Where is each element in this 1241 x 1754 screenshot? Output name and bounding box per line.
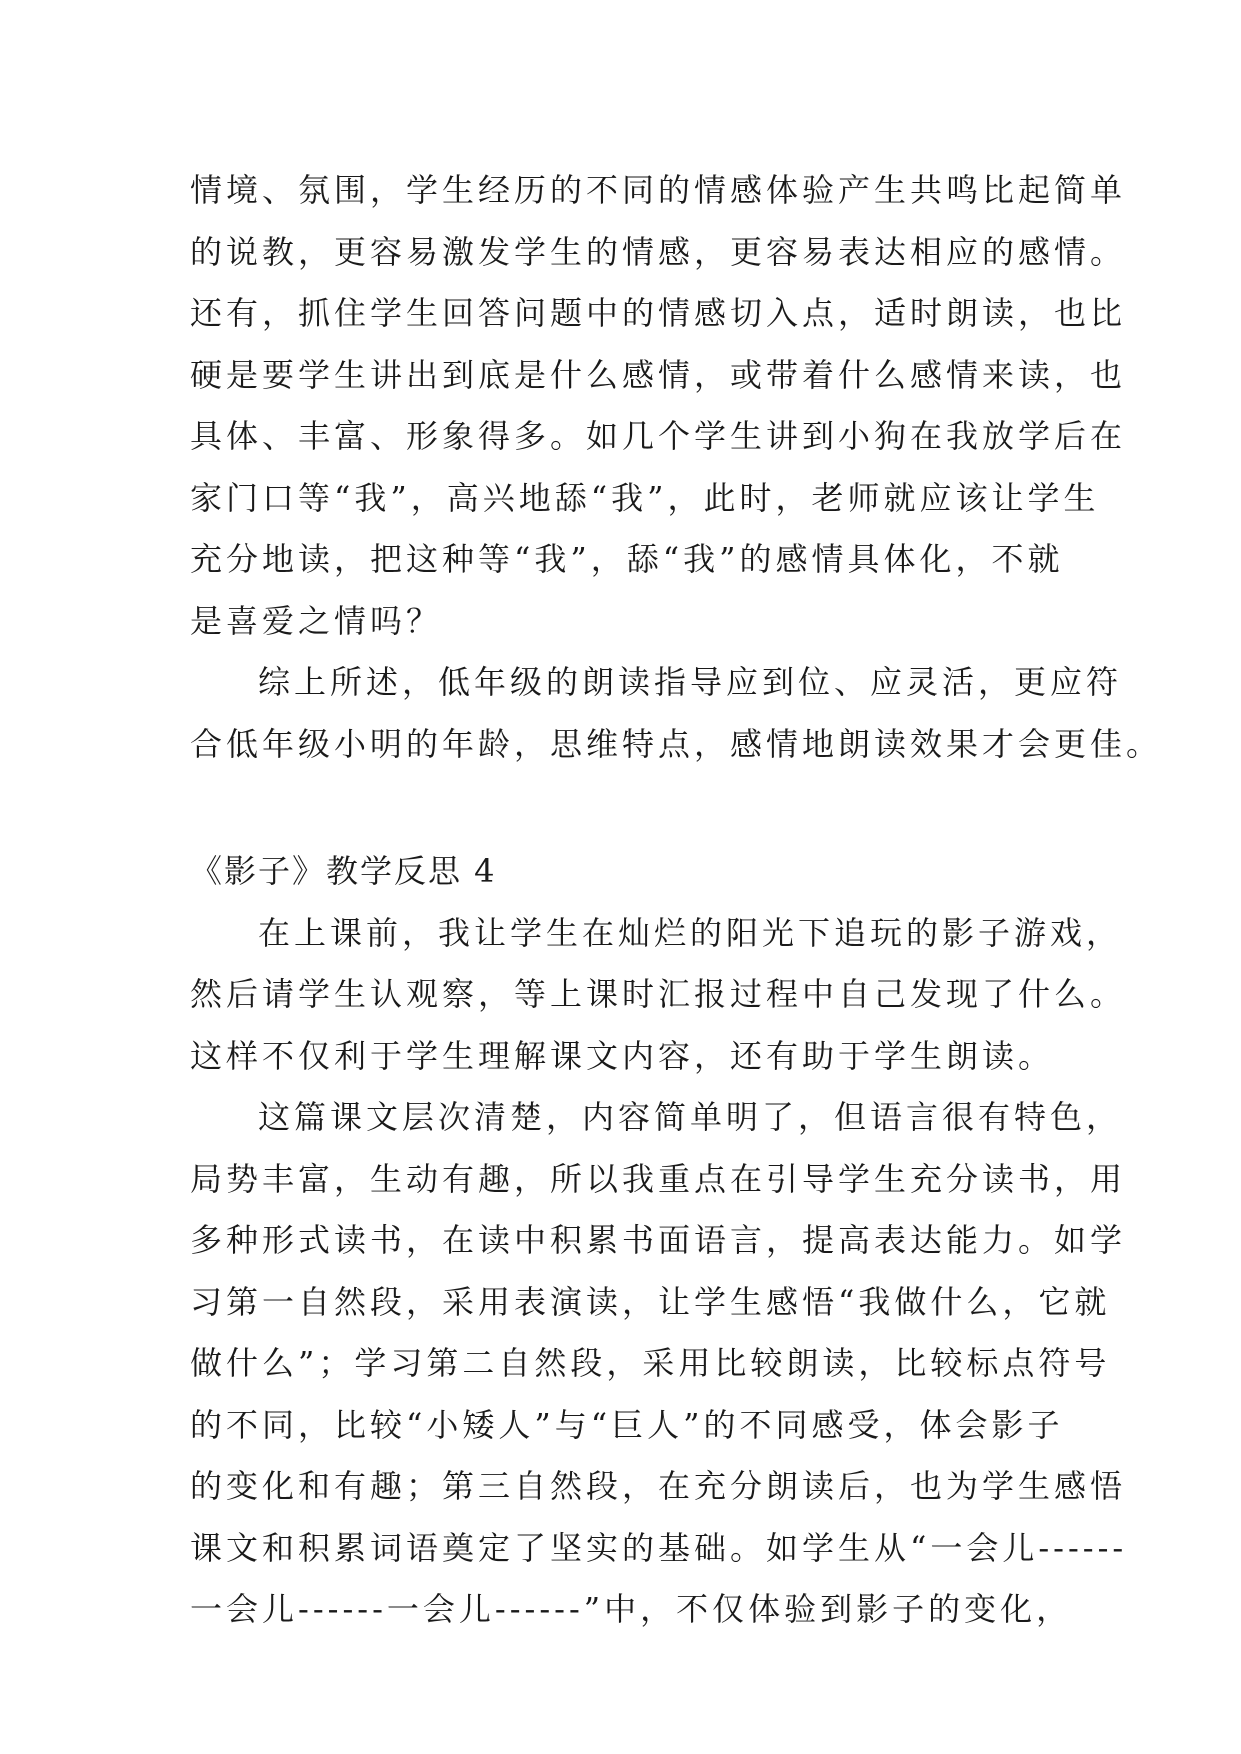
text-line: 做什么”；学习第二自然段，采用比较朗读，比较标点符号 [190,1344,1111,1382]
document-body [190,160,1163,1641]
text-line: 这样不仅利于学生理解课文内容，还有助于学生朗读。 [190,1036,1055,1075]
text-line: 多种形式读书，在读中积累书面语言，提高表达能力。如学 [190,1221,1127,1259]
text-line: 具体、丰富、形象得多。如几个学生讲到小狗在我放学后在 [190,417,1127,455]
text-line: 的变化和有趣；第三自然段，在充分朗读后，也为学生感悟 [190,1467,1127,1505]
paragraph-summary [190,652,1163,775]
text-line: 的说教，更容易激发学生的情感，更容易表达相应的感情。 [190,232,1127,271]
paragraph-continuation [190,160,1127,652]
text-line: 在上课前，我让学生在灿烂的阳光下追玩的影子游戏， [258,913,1123,952]
text-line: 课文和积累词语奠定了坚实的基础。如学生从“一会儿------ [190,1528,1128,1567]
text-line: 充分地读，把这种等“我”，舔“我”的感情具体化，不就 [190,540,1064,578]
text-line: 合低年级小明的年龄，思维特点，感情地朗读效果才会更佳。 [190,724,1163,763]
text-line: 是喜爱之情吗？ [190,601,443,640]
text-line: 局势丰富，生动有趣，所以我重点在引导学生充分读书，用 [190,1159,1127,1198]
text-line: 综上所述，低年级的朗读指导应到位、应灵活，更应符 [258,663,1123,701]
paragraph-intro [190,903,1127,1088]
section-heading: 《影子》教学反思 4 [190,852,497,890]
text-line: 还有，抓住学生回答问题中的情感切入点，适时朗读，也比 [190,294,1127,332]
text-line: 的不同，比较“小矮人”与“巨人”的不同感受，体会影子 [190,1405,1064,1444]
text-line: 硬是要学生讲出到底是什么感情，或带着什么感情来读，也 [190,355,1127,394]
text-line: 这篇课文层次清楚，内容简单明了，但语言很有特色， [258,1098,1123,1136]
text-line: 家门口等“我”，高兴地舔“我”，此时，老师就应该让学生 [190,478,1100,517]
text-line: 情境、氛围，学生经历的不同的情感体验产生共鸣比起简单 [190,171,1127,209]
text-line: 习第一自然段，采用表演读，让学生感悟“我做什么，它就 [190,1282,1111,1321]
text-line: 一会儿------一会儿------”中，不仅体验到影子的变化， [190,1590,1073,1628]
text-line: 然后请学生认观察，等上课时汇报过程中自己发现了什么。 [190,975,1127,1013]
paragraph-body [190,1087,1128,1641]
section-gap [190,775,1070,841]
